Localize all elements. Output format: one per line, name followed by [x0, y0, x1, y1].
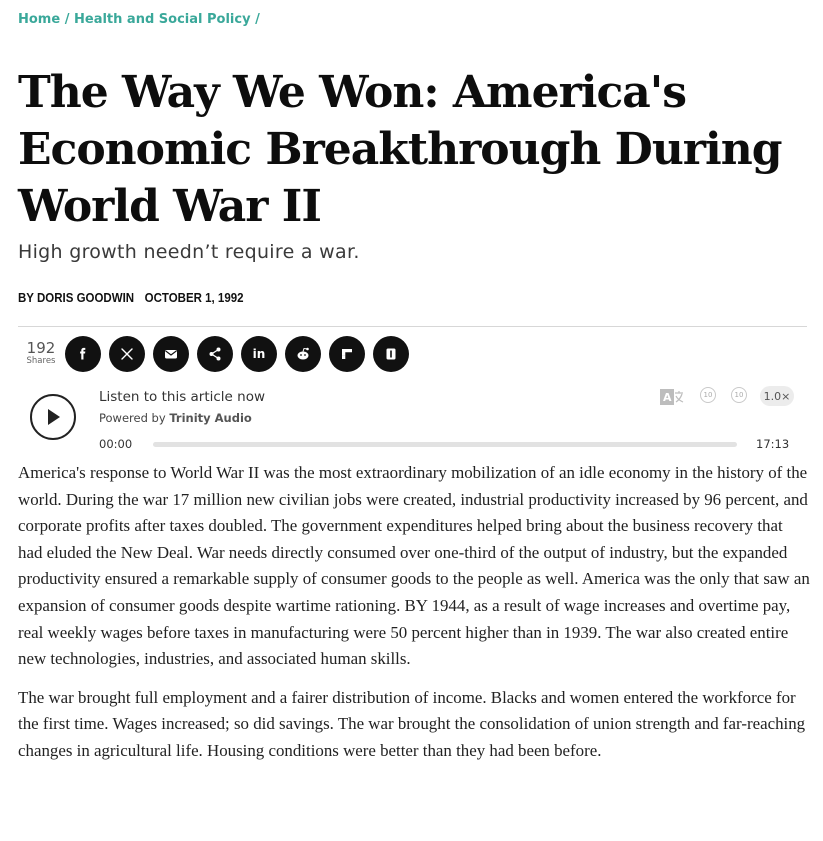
- author-link[interactable]: BY DORIS GOODWIN: [18, 291, 135, 305]
- breadcrumb-home-link[interactable]: Home: [18, 12, 61, 27]
- divider: [18, 326, 807, 327]
- article-paragraph: The war brought full employment and a fairer distribution of income. Blacks and women entered the workforce for the first time. Wages increased; so did savings. The war brought the consolidation of union strength and far-reaching changes in agricultural life. Housing conditions were better than they had been before.: [18, 687, 806, 760]
- linkedin-share-button[interactable]: [241, 336, 277, 372]
- powered-by: [99, 411, 252, 425]
- email-icon: [163, 346, 179, 362]
- publish-date: OCTOBER 1, 1992: [144, 291, 244, 305]
- breadcrumb-separator: /: [64, 12, 70, 27]
- current-time: 00:00: [99, 437, 133, 451]
- translate-button[interactable]: [660, 388, 684, 406]
- play-button[interactable]: [30, 394, 76, 440]
- rewind-10-button[interactable]: [700, 387, 716, 403]
- share-button[interactable]: [197, 336, 233, 372]
- share-buttons: [65, 336, 409, 372]
- instapaper-share-button[interactable]: [373, 336, 409, 372]
- article-subtitle: High growth needn’t require a war.: [18, 241, 360, 263]
- linkedin-icon: in: [252, 347, 266, 361]
- powered-by-prefix: Powered by: [99, 411, 166, 425]
- play-icon: [44, 407, 62, 427]
- page-title: The Way We Won: America's Economic Breakthrough During World War II: [18, 67, 782, 232]
- instapaper-icon: [383, 346, 399, 362]
- breadcrumb-category-link[interactable]: Health and Social Policy: [74, 12, 251, 27]
- rewind-icon: 10: [703, 391, 713, 399]
- forward-icon: 10: [734, 391, 744, 399]
- x-share-button[interactable]: [109, 336, 145, 372]
- article-body: [18, 460, 811, 777]
- byline: [18, 291, 244, 305]
- forward-10-button[interactable]: [731, 387, 747, 403]
- flipboard-share-button[interactable]: [329, 336, 365, 372]
- powered-by-brand-link[interactable]: Trinity Audio: [169, 411, 252, 425]
- duration: 17:13: [756, 437, 790, 451]
- translate-icon: [660, 388, 684, 406]
- share-count-label: Shares: [26, 356, 56, 366]
- email-share-button[interactable]: [153, 336, 189, 372]
- facebook-icon: [75, 346, 91, 362]
- share-count: [22, 340, 60, 366]
- audio-player: [18, 384, 808, 456]
- facebook-share-button[interactable]: [65, 336, 101, 372]
- reddit-icon: [295, 346, 311, 362]
- flipboard-icon: [339, 346, 355, 362]
- article-paragraph: America's response to World War II was the most extraordinary mobilization of an idle economy in the history of the world. During the war 17 million new civilian jobs were created, industrial productivity increased by 96 percent, and corporate profits after taxes doubled. The government expenditures helped bring about the business recovery that had eluded the New Deal. War needs directly consumed over one-third of the output of industry, but the expanded productivity ensured a remarkable supply of consumer goods to the people as well. America was the only that saw an expansion of consumer goods despite wartime rationing. BY 1944, as a result of wage increases and overtime pay, real weekly wages before taxes in manufacturing were 50 percent higher than in 1939. The war also created entire new technologies, industries, and associated human skills.: [18, 463, 810, 669]
- share-icon: [207, 346, 223, 362]
- playback-speed-button[interactable]: 1.0×: [760, 386, 794, 406]
- x-icon: [119, 346, 135, 362]
- progress-bar[interactable]: [153, 442, 737, 447]
- share-count-number: 192: [26, 339, 56, 357]
- reddit-share-button[interactable]: [285, 336, 321, 372]
- svg-text:A: A: [663, 391, 672, 404]
- breadcrumb: [18, 12, 260, 27]
- listen-title: Listen to this article now: [99, 389, 266, 405]
- breadcrumb-separator: /: [255, 12, 260, 27]
